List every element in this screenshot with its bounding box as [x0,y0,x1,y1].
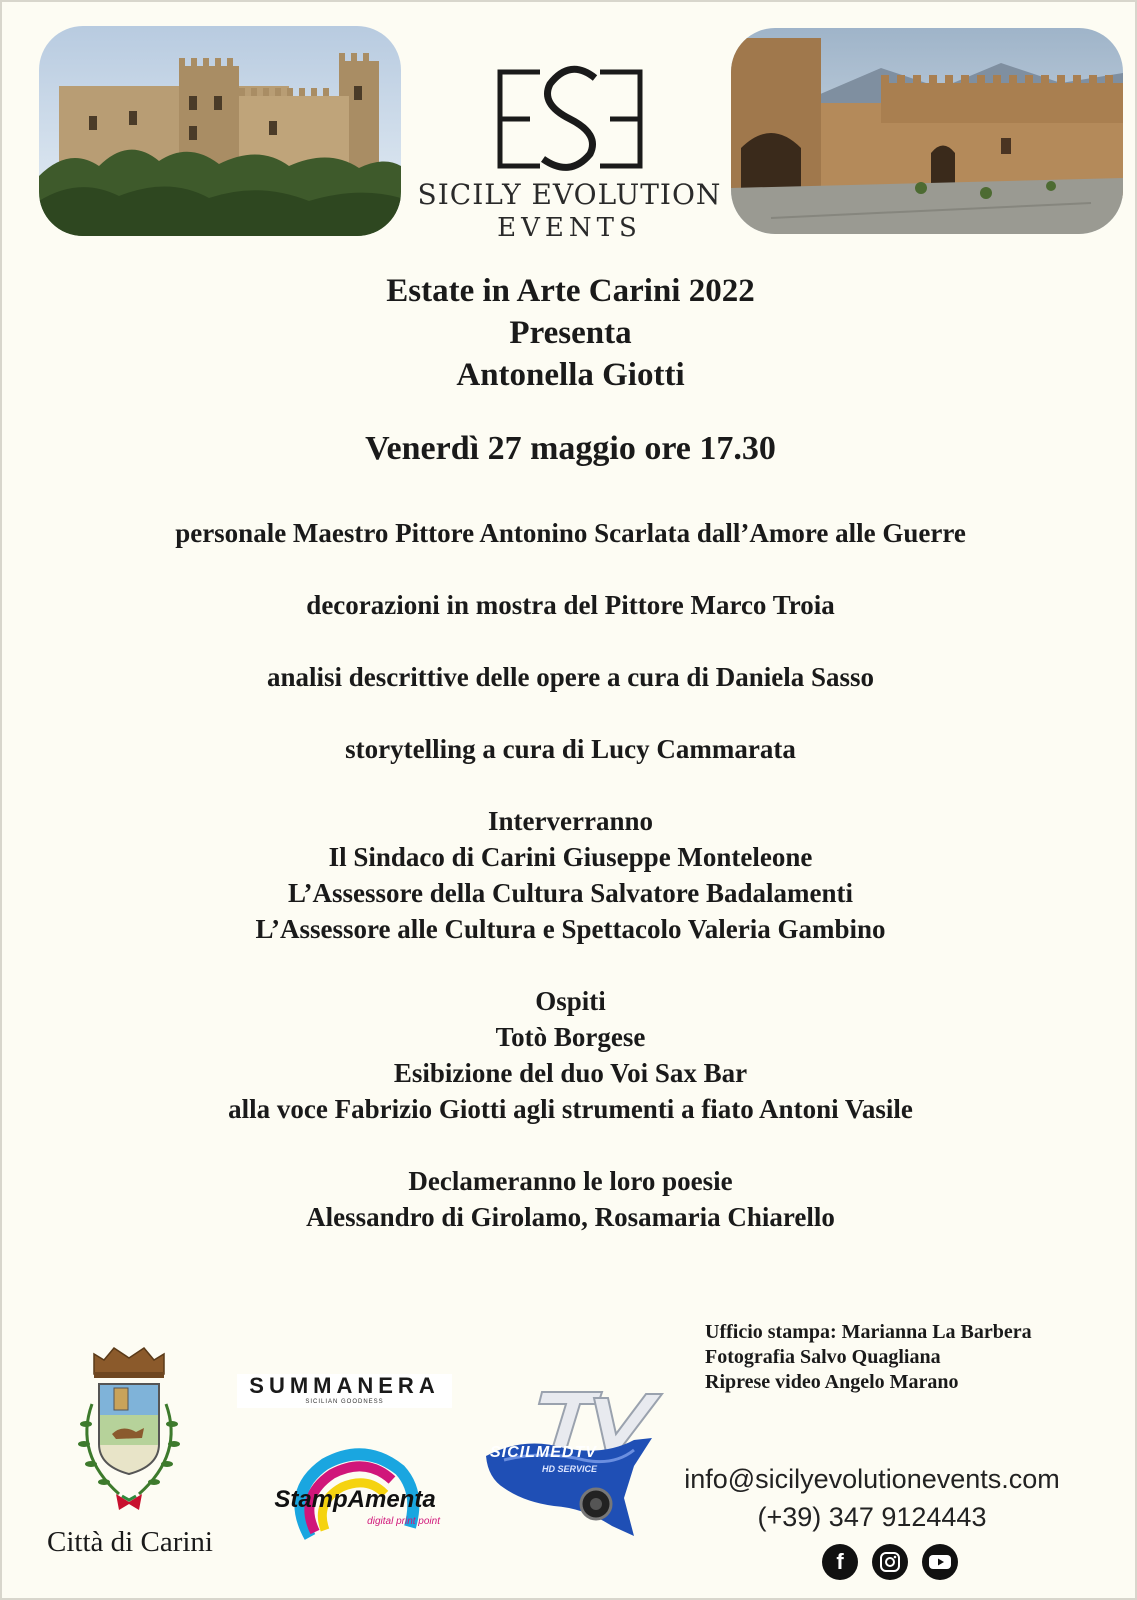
speakers-heading: Interverranno [488,806,653,836]
poets-line: Alessandro di Girolamo, Rosamaria Chiarello [306,1202,835,1232]
logo-line2: EVENTS [497,213,642,243]
credits-block [705,1320,1032,1395]
instagram-icon[interactable] [872,1544,908,1580]
logo-line1: SICILY EVOLUTION [417,178,722,211]
facebook-glyph: f [836,1549,844,1574]
guest-line: alla voce Fabrizio Giotti agli strumenti a fiato Antoni Vasile [228,1094,913,1124]
title-line1: Estate in Arte Carini 2022 [386,273,755,309]
sicilmedtv-logo [484,1386,684,1542]
stampamenta-name: StampAmenta [274,1486,436,1513]
facebook-icon[interactable] [822,1544,858,1580]
city-coat-of-arms [64,1344,194,1514]
title-line3: Antonella Giotti [456,357,685,393]
program-item: analisi descrittive delle opere a cura di Daniela Sasso [267,662,874,692]
guests-heading: Ospiti [535,986,606,1016]
credit-video: Riprese video Angelo Marano [705,1371,959,1393]
credit-photo: Fotografia Salvo Quagliana [705,1346,941,1368]
stampamenta-tagline: digital print point [367,1516,440,1527]
guest-line: Esibizione del duo Voi Sax Bar [393,1058,748,1088]
title-line2: Presenta [509,315,632,351]
speaker-line: L’Assessore della Cultura Salvatore Badalamenti [287,878,854,908]
youtube-icon[interactable] [922,1544,958,1580]
sicilmed-tagline: HD SERVICE [542,1464,598,1474]
summanera-name: SUMMANERA [249,1373,440,1398]
sicilmed-name: SICILMEDTV [490,1444,597,1461]
stampamenta-logo [270,1442,440,1554]
contact-phone[interactable]: (+39) 347 9124443 [757,1502,987,1532]
speaker-line: Il Sindaco di Carini Giuseppe Monteleone [328,842,813,872]
speaker-line: L’Assessore alle Cultura e Spettacolo Valeria Gambino [255,914,886,944]
castle-photo-right [731,28,1123,234]
summanera-logo [237,1374,452,1408]
program-item: decorazioni in mostra del Pittore Marco Troia [306,590,835,620]
castle-photo-left [39,26,401,236]
ese-logo [495,64,645,174]
summanera-tagline: SICILIAN GOODNESS [305,1399,384,1405]
city-name: Città di Carini [47,1526,213,1558]
poets-heading: Declameranno le loro poesie [408,1166,733,1196]
guest-line: Totò Borgese [495,1022,646,1052]
credit-press: Ufficio stampa: Marianna La Barbera [705,1321,1032,1343]
program-item: storytelling a cura di Lucy Cammarata [345,734,796,764]
event-date: Venerdì 27 maggio ore 17.30 [365,430,776,467]
contact-email[interactable]: info@sicilyevolutionevents.com [684,1464,1060,1494]
program-item: personale Maestro Pittore Antonino Scarlata dall’Amore alle Guerre [175,518,966,548]
